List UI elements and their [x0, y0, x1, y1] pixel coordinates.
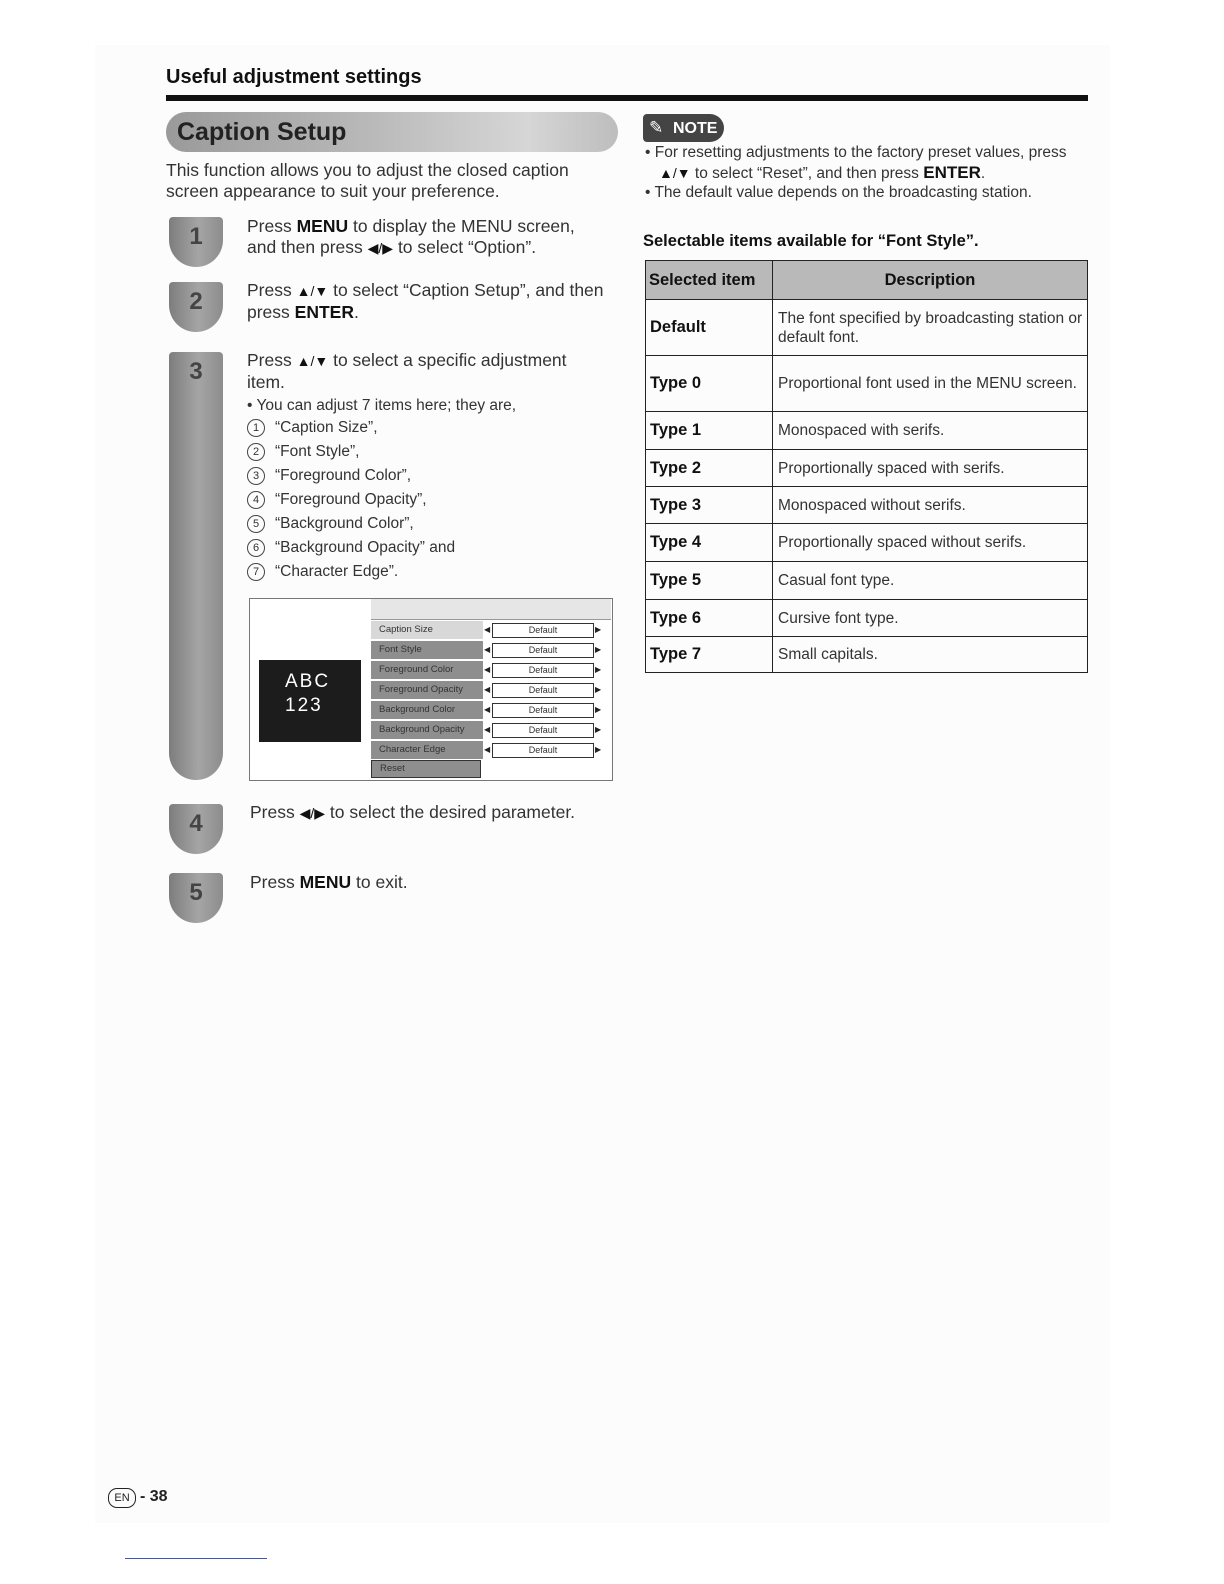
menu-row[interactable] — [371, 621, 605, 639]
column-header: Description — [773, 261, 1088, 300]
circled-number: 6 — [247, 539, 265, 557]
list-item-text: “Foreground Opacity”, — [275, 491, 427, 508]
table-cell-item: Type 7 — [646, 637, 773, 673]
table-cell-desc: Monospaced with serifs. — [773, 412, 1088, 450]
menu-row[interactable] — [371, 661, 605, 679]
menu-row-value: Default — [492, 723, 594, 738]
step-text-part: to exit. — [351, 872, 408, 892]
table-cell-item: Type 2 — [646, 450, 773, 487]
caption-setup-title: Caption Setup — [177, 118, 347, 146]
step-text-part: Press — [250, 872, 300, 892]
top-rule-divider — [166, 95, 1088, 101]
table-row — [646, 412, 1088, 450]
menu-row[interactable] — [371, 721, 605, 739]
left-arrow-icon: ◀ — [484, 645, 491, 654]
table-row — [646, 487, 1088, 524]
table-row — [646, 524, 1088, 562]
caption-setup-banner — [166, 112, 618, 152]
step-text-part: . — [353, 302, 359, 322]
menu-row-value: Default — [492, 623, 594, 638]
table-header-row — [646, 261, 1088, 300]
step-text-part: to select the desired parameter. — [325, 802, 576, 822]
menu-header-bar — [371, 599, 611, 620]
preview-line: ABC — [285, 671, 331, 692]
step-number: 4 — [189, 810, 203, 837]
right-arrow-icon: ▶ — [595, 725, 602, 734]
caption-preview — [259, 660, 361, 742]
note-item: • For resetting adjustments to the factory preset values, press ▲/▼ to select “Reset”, and then press ENTER. — [645, 144, 1067, 182]
step-text-part: to select “Option”. — [393, 237, 537, 257]
page-footer — [108, 1488, 168, 1508]
step-bold-key: ENTER — [294, 302, 354, 322]
menu-row-value: Default — [492, 743, 594, 758]
step-number: 5 — [189, 879, 203, 906]
right-arrow-icon: ▶ — [595, 745, 602, 754]
font-style-table-heading: Selectable items available for “Font Style”. — [643, 232, 979, 250]
step-text-part: Press — [247, 280, 297, 300]
list-item — [247, 512, 607, 536]
step-bold-key: MENU — [296, 216, 349, 236]
menu-row-label: Foreground Color — [371, 661, 483, 679]
table-cell-item: Type 4 — [646, 524, 773, 562]
step-text-part: Press — [247, 216, 297, 236]
table-cell-item: Type 5 — [646, 562, 773, 600]
up-down-arrows-icon: ▲/▼ — [296, 353, 329, 369]
menu-row[interactable] — [371, 681, 605, 699]
left-arrow-icon: ◀ — [484, 685, 491, 694]
right-arrow-icon: ▶ — [595, 625, 602, 634]
table-row — [646, 637, 1088, 673]
caption-setup-screen-illustration — [249, 598, 613, 781]
table-cell-item: Type 3 — [646, 487, 773, 524]
list-item-text: “Font Style”, — [275, 443, 360, 460]
circled-number: 3 — [247, 467, 265, 485]
page-number: - 38 — [140, 1488, 168, 1505]
list-item — [247, 464, 607, 488]
note-badge — [643, 114, 724, 142]
note-text: The default value depends on the broadcasting station. — [654, 184, 1032, 201]
table-row — [646, 450, 1088, 487]
menu-row[interactable] — [371, 701, 605, 719]
table-cell-desc: Small capitals. — [773, 637, 1088, 673]
list-item — [247, 416, 607, 440]
menu-row[interactable] — [371, 641, 605, 659]
reset-menu-item[interactable]: Reset — [371, 760, 481, 778]
table-row — [646, 300, 1088, 356]
menu-row-value: Default — [492, 663, 594, 678]
menu-row-label: Background Opacity — [371, 721, 483, 739]
pencil-icon: ✎ — [649, 118, 664, 137]
menu-row-value: Default — [492, 683, 594, 698]
step-4-text — [250, 802, 610, 824]
notes-list — [645, 143, 1085, 203]
step-3-badge — [169, 352, 223, 780]
menu-row[interactable] — [371, 741, 605, 759]
step-1-text — [247, 216, 607, 259]
list-item — [247, 488, 607, 512]
list-item-text: “Caption Size”, — [275, 419, 378, 436]
list-item-text: “Background Opacity” and — [275, 539, 456, 556]
font-style-table — [645, 260, 1088, 673]
table-cell-desc: Monospaced without serifs. — [773, 487, 1088, 524]
list-item — [247, 536, 607, 560]
step-2-text — [247, 280, 607, 323]
menu-row-label: Caption Size — [371, 621, 483, 639]
circled-number: 4 — [247, 491, 265, 509]
menu-row-value: Default — [492, 643, 594, 658]
step-number: 1 — [189, 223, 203, 250]
adjustable-items-list — [247, 396, 607, 584]
menu-row-value: Default — [492, 703, 594, 718]
table-cell-item: Type 0 — [646, 356, 773, 412]
intro-paragraph: This function allows you to adjust the closed caption screen appearance to suit your preference. — [166, 160, 569, 201]
note-label: NOTE — [673, 120, 718, 137]
menu-row-label: Foreground Opacity — [371, 681, 483, 699]
language-badge: EN — [108, 1488, 136, 1508]
menu-row-label: Background Color — [371, 701, 483, 719]
note-text: to select “Reset”, and then press — [690, 164, 924, 182]
table-row — [646, 562, 1088, 600]
list-item-text: “Background Color”, — [275, 515, 414, 532]
right-arrow-icon: ▶ — [595, 665, 602, 674]
step-3-text — [247, 350, 607, 393]
table-cell-item: Type 1 — [646, 412, 773, 450]
note-bold-key: ENTER — [923, 162, 981, 182]
right-arrow-icon: ▶ — [595, 705, 602, 714]
table-cell-item: Type 6 — [646, 600, 773, 637]
table-row — [646, 600, 1088, 637]
step-text-part: to select “Caption Setup”, and then press — [247, 280, 604, 322]
circled-number: 5 — [247, 515, 265, 533]
left-right-arrows-icon: ◀/▶ — [367, 240, 394, 256]
list-item — [247, 440, 607, 464]
table-cell-desc: Casual font type. — [773, 562, 1088, 600]
table-cell-desc: Cursive font type. — [773, 600, 1088, 637]
list-intro: • You can adjust 7 items here; they are, — [247, 397, 517, 414]
left-arrow-icon: ◀ — [484, 625, 491, 634]
preview-line: 123 — [285, 695, 323, 716]
table-cell-desc: Proportionally spaced without serifs. — [773, 524, 1088, 562]
list-item-text: “Foreground Color”, — [275, 467, 412, 484]
right-arrow-icon: ▶ — [595, 685, 602, 694]
step-number: 3 — [189, 358, 203, 385]
circled-number: 7 — [247, 563, 265, 581]
table-cell-desc: The font specified by broadcasting station or default font. — [773, 300, 1088, 356]
menu-row-label: Font Style — [371, 641, 483, 659]
table-row — [646, 356, 1088, 412]
column-header: Selected item — [646, 261, 773, 300]
left-arrow-icon: ◀ — [484, 725, 491, 734]
note-item: • The default value depends on the broadcasting station. — [645, 184, 1032, 201]
step-text-part: Press — [250, 802, 300, 822]
up-down-arrows-icon: ▲/▼ — [296, 283, 329, 299]
left-arrow-icon: ◀ — [484, 705, 491, 714]
step-bold-key: MENU — [299, 872, 352, 892]
left-arrow-icon: ◀ — [484, 745, 491, 754]
table-cell-desc: Proportionally spaced with serifs. — [773, 450, 1088, 487]
table-cell-desc: Proportional font used in the MENU screen. — [773, 356, 1088, 412]
section-title: Useful adjustment settings — [166, 66, 422, 88]
table-cell-item: Default — [646, 300, 773, 356]
left-arrow-icon: ◀ — [484, 665, 491, 674]
step-text-part: to display the MENU screen, and then press — [247, 216, 575, 257]
menu-row-label: Character Edge — [371, 741, 483, 759]
note-text: For resetting adjustments to the factory preset values, press — [654, 144, 1067, 161]
blue-underline-divider — [125, 1558, 267, 1559]
left-right-arrows-icon: ◀/▶ — [299, 805, 326, 821]
step-5-text — [250, 872, 610, 893]
list-item — [247, 560, 607, 584]
circled-number: 2 — [247, 443, 265, 461]
up-down-arrows-icon: ▲/▼ — [659, 164, 691, 181]
step-text-part: Press — [247, 350, 297, 370]
note-text: . — [980, 164, 986, 182]
step-number: 2 — [189, 288, 203, 315]
circled-number: 1 — [247, 419, 265, 437]
list-item-text: “Character Edge”. — [275, 563, 399, 580]
right-arrow-icon: ▶ — [595, 645, 602, 654]
step-text-part: to select a specific adjustment item. — [247, 350, 567, 392]
